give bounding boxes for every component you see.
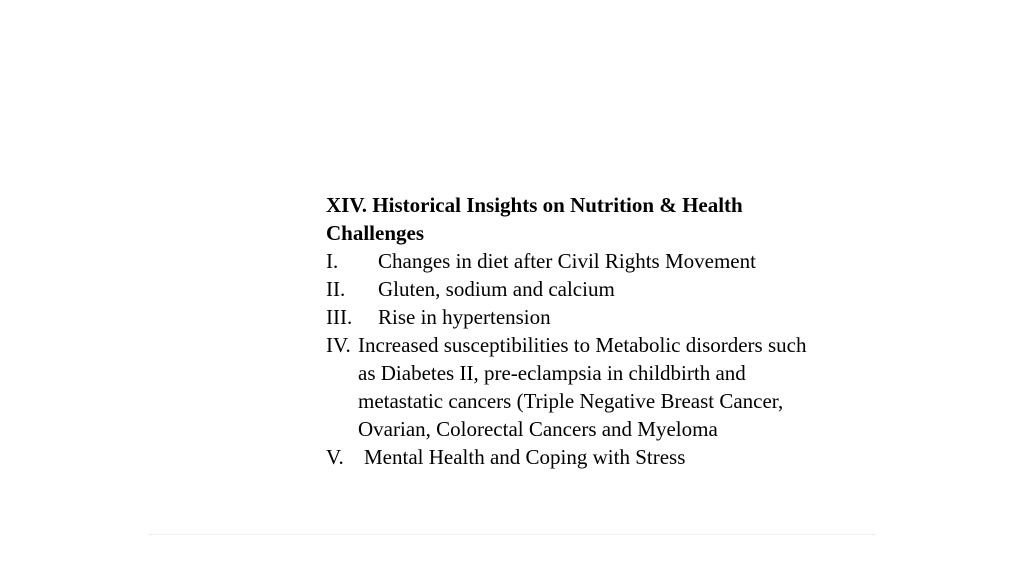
list-item — [326, 443, 826, 471]
list-item-text: Mental Health and Coping with Stress — [364, 445, 686, 469]
list-item-number: III. — [326, 305, 353, 329]
list-item — [326, 275, 826, 303]
list-item-text: Rise in hypertension — [378, 305, 551, 329]
list-item — [326, 247, 826, 275]
slide-content — [326, 191, 826, 471]
section-heading: XIV. Historical Insights on Nutrition & Health Challenges — [326, 193, 743, 245]
list-item-number: II. — [326, 277, 346, 301]
list-item-text: Gluten, sodium and calcium — [378, 277, 615, 301]
bottom-divider — [148, 534, 876, 535]
list-item-text: Increased susceptibilities to Metabolic disorders such as Diabetes II, pre-eclampsia in childbirth and metastatic cancers (Triple Negative Breast Cancer, Ovarian, Colorectal Cancers and Myeloma — [358, 333, 807, 441]
list-item-number: V. — [326, 445, 344, 469]
list-item — [326, 303, 826, 331]
list-item — [326, 331, 826, 443]
list-item-number: IV. — [326, 333, 351, 357]
list-item-number: I. — [326, 249, 339, 273]
list-item-text: Changes in diet after Civil Rights Movement — [378, 249, 756, 273]
